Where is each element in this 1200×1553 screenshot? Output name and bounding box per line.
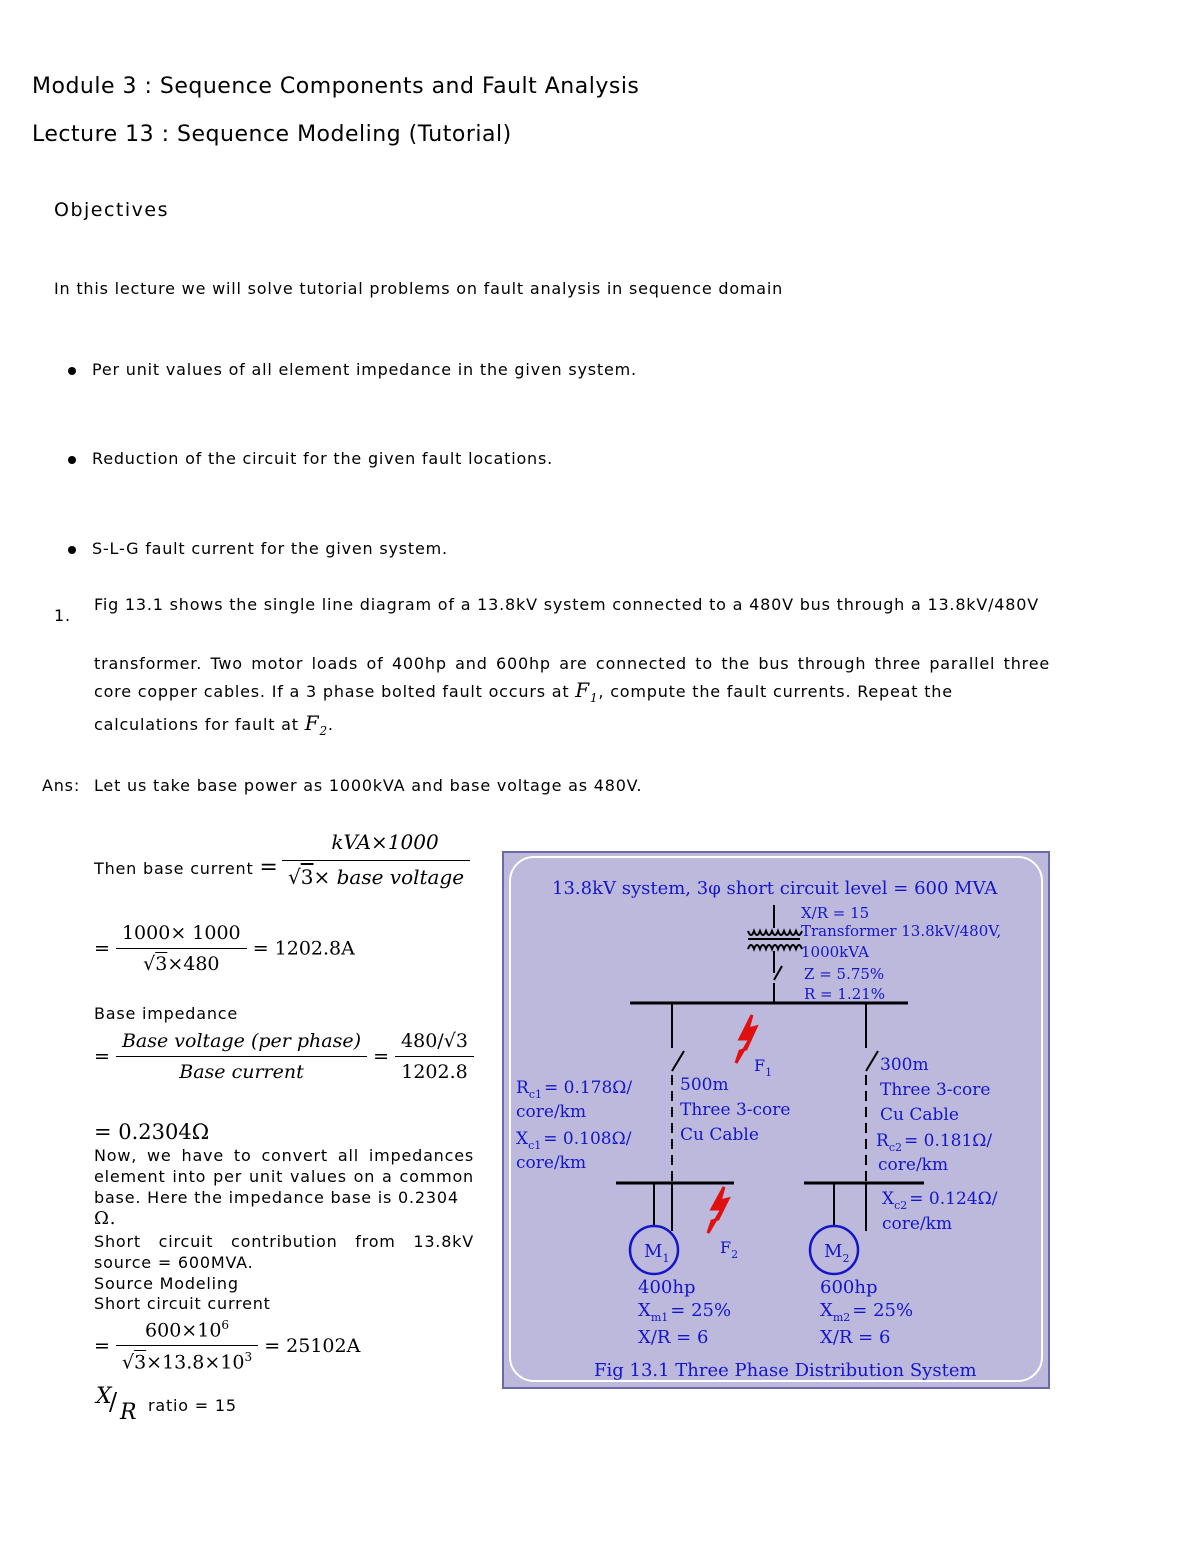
lecture-title: Lecture 13 : Sequence Modeling (Tutorial) <box>32 122 512 147</box>
transformer-z: Z = 5.75% <box>804 965 885 983</box>
cable-1-length: 500m <box>680 1075 729 1095</box>
motor-1-label: $M_1$ <box>644 1241 670 1265</box>
bullet-dot-icon <box>68 546 76 554</box>
figure-f1-label: $F_1$ <box>754 1056 773 1079</box>
rc1-unit: core/km <box>516 1102 587 1122</box>
base-impedance-formula: = $\frac{\text{Base voltage (per phase)}}{\text{Base current}}$ = $\frac{480/√3}{1202.8}$ <box>94 1030 474 1083</box>
system-label: 13.8kV system, 3φ short circuit level = 600 MVA <box>552 878 998 899</box>
transformer-xr: X/R = 15 <box>801 904 870 922</box>
cable-1-material: Cu Cable <box>680 1125 759 1145</box>
cable-2-length: 300m <box>880 1055 929 1075</box>
motor-2-label: $M_2$ <box>824 1241 850 1265</box>
cable-2-type: Three 3-core <box>880 1080 991 1100</box>
fault-f1-symbol: $F_1$ <box>575 678 599 705</box>
rc1-label: $R_{c1} = 0.178\Omega/$ <box>516 1078 633 1101</box>
transformer-kva: 1000kVA <box>801 943 869 961</box>
xc1-unit: core/km <box>516 1153 587 1173</box>
figure-f2-label: $F_2$ <box>720 1238 739 1261</box>
base-current-formula: $\frac{\text{kVA×1000}}{\text{√3× base voltage}}$ <box>282 830 470 889</box>
motor-1-hp: 400hp <box>638 1277 696 1298</box>
base-current-label: Then base current = <box>94 855 279 880</box>
motor-2-x: $X_{m2} = 25\%$ <box>820 1300 914 1324</box>
figure-13-1 <box>502 851 1050 1389</box>
cable-1-type: Three 3-core <box>680 1100 791 1120</box>
base-impedance-label: Base impedance <box>94 1004 239 1023</box>
answer-text: Let us take base power as 1000kVA and base voltage as 480V. <box>94 776 643 795</box>
problem-number: 1. <box>54 606 71 625</box>
motor-2-xr: X/R = 6 <box>820 1327 891 1348</box>
transformer-rating: Transformer 13.8kV/480V, <box>801 922 1002 940</box>
motor-1-x: $X_{m1} = 25\%$ <box>638 1300 732 1324</box>
xc2-unit: core/km <box>882 1214 953 1234</box>
figure-caption: Fig 13.1 Three Phase Distribution System <box>594 1360 977 1381</box>
bullet-item: S-L-G fault current for the given system. <box>68 539 448 558</box>
bullet-item: Reduction of the circuit for the given fault locations. <box>68 449 553 468</box>
problem-line1: Fig 13.1 shows the single line diagram of a 13.8kV system connected to a 480V bus through a 13.8kV/480V <box>94 595 1039 614</box>
module-title: Module 3 : Sequence Components and Fault Analysis <box>32 74 640 99</box>
fault-f2-symbol: $F_2$ <box>304 711 328 738</box>
problem-line3: calculations for fault at $F_2$. <box>94 711 334 738</box>
rc2-label: $R_{c2} = 0.181\Omega/$ <box>876 1131 993 1154</box>
transformer-r: R = 1.21% <box>804 985 886 1003</box>
motor-2-hp: 600hp <box>820 1277 878 1298</box>
intro-text: In this lecture we will solve tutorial problems on fault analysis in sequence domain <box>54 279 784 298</box>
bullet-dot-icon <box>68 367 76 375</box>
answer-label: Ans: <box>42 776 81 795</box>
short-circuit-paragraph: Short circuit contribution from 13.8kV source = 600MVA. <box>94 1232 474 1272</box>
xc2-label: $X_{c2} = 0.124\Omega/$ <box>882 1189 998 1212</box>
bullet-item: Per unit values of all element impedance in the given system. <box>68 360 637 379</box>
base-current-calc: = $\frac{1000\times 1000}{√3\times 480}$ = 1202.8A <box>94 922 355 975</box>
convert-paragraph: Now, we have to convert all impedances element into per unit values on a common base. Here the impedance base is 0.2304 Ω. <box>94 1146 474 1229</box>
source-modeling-label: Source Modeling <box>94 1274 239 1293</box>
short-circuit-formula: = $\frac{600\times 10^6}{√3\times 13.8\times 10^3}$ = 25102A <box>94 1318 361 1374</box>
problem-paragraph: transformer. Two motor loads of 400hp and 600hp are connected to the bus through three parallel three core copper cables. If a 3 phase bolted fault occurs at $F_1$, compute the fault currents. Repeat the <box>94 654 1050 705</box>
single-line-diagram <box>504 853 1048 1387</box>
xc1-label: $X_{c1} = 0.108\Omega/$ <box>516 1129 632 1152</box>
motor-1-xr: X/R = 6 <box>638 1327 709 1348</box>
objectives-heading: Objectives <box>54 199 169 221</box>
base-impedance-result: = 0.2304Ω <box>94 1120 210 1144</box>
rc2-unit: core/km <box>878 1155 949 1175</box>
short-circuit-current-label: Short circuit current <box>94 1294 271 1313</box>
bullet-dot-icon <box>68 456 76 464</box>
cable-2-material: Cu Cable <box>880 1105 959 1125</box>
